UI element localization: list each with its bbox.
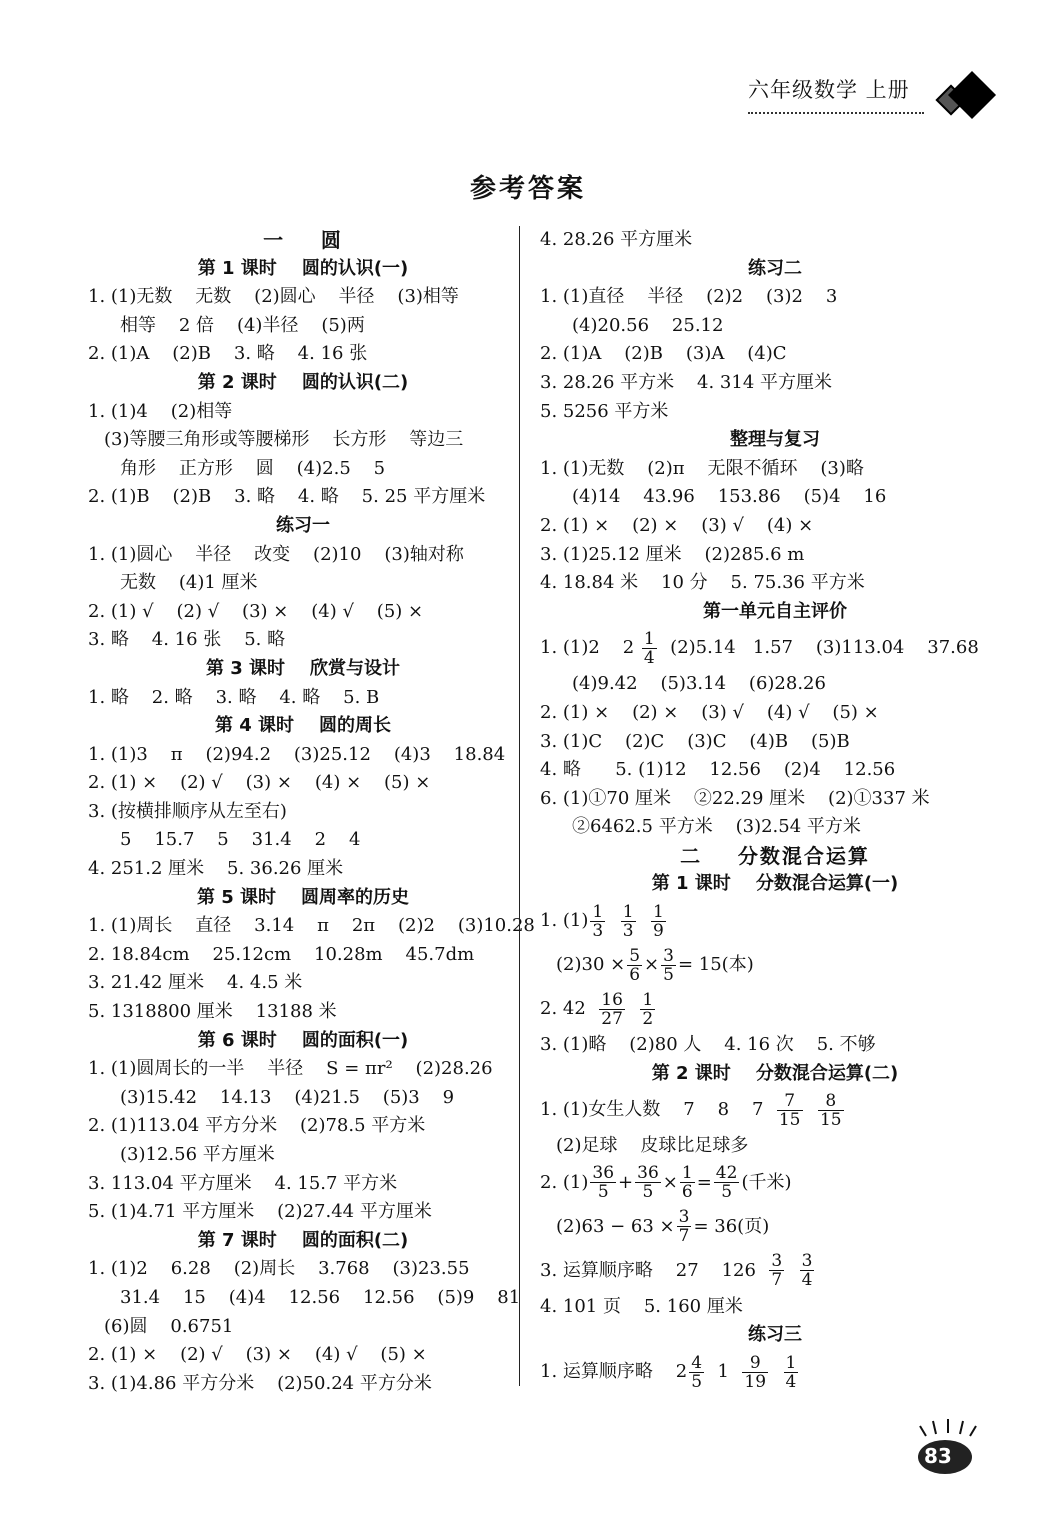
answer-line-with-fraction <box>540 1350 1010 1394</box>
sun-rays-icon <box>918 1418 978 1438</box>
answer-text: (2)63 − 63 × <box>556 1215 675 1237</box>
answer-line: 2. (1) × (2) × (3) √ (4) × <box>540 514 814 536</box>
answer-line: 2. (1)A (2)B (3)A (4)C <box>540 343 787 365</box>
fraction-numerator: 1 <box>592 901 604 922</box>
fraction <box>784 1354 799 1391</box>
answer-text: + <box>618 1171 634 1193</box>
fraction <box>714 1164 740 1201</box>
page-title: 参考答案 <box>469 174 586 204</box>
fraction <box>599 991 625 1028</box>
answer-text: 1 <box>706 1361 741 1383</box>
fraction <box>661 947 676 984</box>
answer-line: 4. 略 5. (1)12 12.56 (2)4 12.56 <box>540 759 896 781</box>
answer-line: 4. 251.2 厘米 5. 36.26 厘米 <box>88 858 344 880</box>
answer-text: (千米) <box>741 1171 792 1193</box>
fraction <box>742 1354 768 1391</box>
running-header <box>748 74 1038 134</box>
answer-text: = 15(本) <box>677 954 754 976</box>
chapter-heading: 二 分数混合运算 <box>680 843 870 868</box>
answer-line-with-fraction <box>540 987 1010 1031</box>
answer-text: = 36(页) <box>693 1215 770 1237</box>
fraction-numerator: 9 <box>742 1354 768 1373</box>
section-heading: 第 3 课时 欣赏与设计 <box>205 657 401 679</box>
fraction-denominator: 4 <box>643 647 655 668</box>
answer-line: 1. 略 2. 略 3. 略 4. 略 5. B <box>88 686 380 708</box>
answer-line: 3. 21.42 厘米 4. 4.5 米 <box>88 972 303 994</box>
answer-line: 5. (1)4.71 平方厘米 (2)27.44 平方厘米 <box>88 1201 432 1223</box>
answer-line-with-fraction <box>540 1161 1010 1205</box>
fraction-denominator: 3 <box>622 920 634 941</box>
answer-line: 1. (1)直径 半径 (2)2 (3)2 3 <box>540 286 838 308</box>
answer-line: 5. 1318800 厘米 13188 米 <box>88 1001 337 1023</box>
header-dotted-rule <box>748 112 924 114</box>
fraction-numerator: 3 <box>678 1207 690 1228</box>
answer-text: 1. (1)女生人数 7 8 7 <box>540 1099 775 1121</box>
answer-line: 3. 113.04 平方厘米 4. 15.7 平方米 <box>88 1172 398 1194</box>
fraction-numerator: 3 <box>771 1251 783 1272</box>
answer-line-with-fraction <box>540 943 1010 987</box>
fraction-denominator: 5 <box>691 1371 703 1392</box>
fraction-numerator: 7 <box>777 1092 803 1111</box>
answer-line: 2. (1)A (2)B 3. 略 4. 16 张 <box>88 343 368 365</box>
answer-line: 6. (1)①70 厘米 ②22.29 厘米 (2)①337 米 <box>540 787 930 809</box>
answer-line: 5 15.7 5 31.4 2 4 <box>120 829 361 851</box>
header-title: 六年级数学 上册 <box>748 78 910 102</box>
section-heading: 第一单元自主评价 <box>703 600 847 622</box>
fraction <box>640 991 655 1028</box>
fraction-denominator: 27 <box>601 1008 623 1029</box>
fraction <box>777 1092 803 1129</box>
fraction-numerator: 16 <box>601 989 623 1010</box>
fraction-numerator: 3 <box>801 1251 813 1272</box>
fraction-numerator: 5 <box>629 945 641 966</box>
answer-line: 1. (1)周长 直径 3.14 π 2π (2)2 (3)10.28 <box>88 915 535 937</box>
section-heading: 第 2 课时 分数混合运算(二) <box>651 1062 899 1084</box>
answer-text: 1. 运算顺序略 2 <box>540 1361 688 1383</box>
fraction <box>677 1208 692 1245</box>
fraction-denominator: 5 <box>642 1182 654 1203</box>
answer-line: 2. (1)113.04 平方分米 (2)78.5 平方米 <box>88 1115 426 1137</box>
answer-line: 2. (1) √ (2) √ (3) × (4) √ (5) × <box>88 600 424 622</box>
answer-line: 1. (1)无数 (2)π 无限不循环 (3)略 <box>540 457 864 479</box>
fraction-denominator: 15 <box>819 1109 842 1130</box>
fraction-denominator: 15 <box>778 1109 801 1130</box>
fraction <box>818 1092 844 1129</box>
fraction-denominator: 3 <box>592 920 604 941</box>
left-column <box>88 226 535 1398</box>
answer-line: 1. (1)4 (2)相等 <box>88 400 233 422</box>
section-heading: 第 7 课时 圆的面积(二) <box>197 1229 409 1251</box>
answer-line: (3)等腰三角形或等腰梯形 长方形 等边三 <box>104 429 464 451</box>
section-heading: 第 5 课时 圆周率的历史 <box>196 886 410 908</box>
fraction <box>621 903 636 940</box>
answer-line: 2. (1) × (2) × (3) √ (4) √ (5) × <box>540 701 879 723</box>
fraction-numerator: 1 <box>622 901 634 922</box>
answer-line: 3. 略 4. 16 张 5. 略 <box>88 629 286 651</box>
answer-text: (2)30 × <box>556 954 626 976</box>
fraction-numerator: 1 <box>652 901 664 922</box>
section-heading: 第 1 课时 圆的认识(一) <box>197 257 409 279</box>
fraction-numerator: 1 <box>681 1163 693 1184</box>
answer-line: 1. (1)圆周长的一半 半径 S = πr² (2)28.26 <box>88 1058 493 1080</box>
answer-line-with-fraction <box>540 1249 1010 1293</box>
answer-text: 1. (1) <box>540 910 589 932</box>
answer-line-with-fraction <box>540 1088 1010 1132</box>
answer-line: (4)20.56 25.12 <box>572 314 724 336</box>
answer-text: (2)5.14 1.57 (3)113.04 37.68 <box>658 637 979 659</box>
column-divider <box>519 226 520 1386</box>
section-heading: 第 6 课时 圆的面积(一) <box>197 1029 409 1051</box>
answer-text: 1. (1)2 2 <box>540 637 640 659</box>
answer-line: 31.4 15 (4)4 12.56 12.56 (5)9 81 <box>120 1286 521 1308</box>
section-heading: 整理与复习 <box>730 429 820 451</box>
fraction-numerator: 42 <box>715 1163 738 1184</box>
right-column <box>540 226 1010 1394</box>
answer-line: 3. (1)25.12 厘米 (2)285.6 m <box>540 543 805 565</box>
answer-line: (6)圆 0.6751 <box>104 1315 234 1337</box>
fraction-denominator: 5 <box>663 964 674 985</box>
fraction-denominator: 19 <box>744 1371 767 1392</box>
answer-line: 3. (1)4.86 平方分米 (2)50.24 平方分米 <box>88 1372 432 1394</box>
answer-line: 3. 28.26 平方米 4. 314 平方厘米 <box>540 371 833 393</box>
section-heading: 练习二 <box>748 257 802 279</box>
fraction <box>635 1164 661 1201</box>
answer-text: 3. 运算顺序略 27 126 <box>540 1259 768 1281</box>
answer-line: (4)14 43.96 153.86 (5)4 16 <box>572 486 887 508</box>
fraction-denominator: 6 <box>681 1182 693 1203</box>
fraction-numerator: 36 <box>637 1163 659 1184</box>
answer-line: 4. 18.84 米 10 分 5. 75.36 平方米 <box>540 572 865 594</box>
fraction-numerator: 1 <box>643 628 655 649</box>
fraction-denominator: 4 <box>801 1270 813 1291</box>
answer-line: 5. 5256 平方米 <box>540 400 669 422</box>
answer-line: (2)足球 皮球比足球多 <box>556 1135 749 1157</box>
fraction <box>769 1252 784 1289</box>
fraction-numerator: 1 <box>785 1352 797 1373</box>
answer-line: (4)9.42 (5)3.14 (6)28.26 <box>572 673 826 695</box>
fraction-numerator: 8 <box>818 1092 844 1111</box>
answer-text: 2. (1) <box>540 1171 589 1193</box>
fraction <box>590 1164 616 1201</box>
fraction-denominator: 4 <box>785 1371 797 1392</box>
fraction-denominator: 7 <box>678 1226 690 1247</box>
answer-line: 1. (1)无数 无数 (2)圆心 半径 (3)相等 <box>88 286 459 308</box>
answer-line: 3. (1)C (2)C (3)C (4)B (5)B <box>540 730 850 752</box>
answer-line: ②6462.5 平方米 (3)2.54 平方米 <box>572 816 861 838</box>
answer-line: 相等 2 倍 (4)半径 (5)两 <box>120 314 365 336</box>
section-heading: 练习一 <box>276 514 330 536</box>
answer-line: 4. 28.26 平方厘米 <box>540 229 693 250</box>
page-number-badge <box>918 1432 978 1476</box>
fraction <box>680 1164 695 1201</box>
answer-line-with-fraction <box>540 899 1010 943</box>
answer-text: 2. 42 <box>540 998 598 1020</box>
answer-line-with-fraction <box>540 626 1010 670</box>
chapter-heading: 一 圆 <box>263 228 343 252</box>
fraction-denominator: 9 <box>652 920 664 941</box>
answer-line: 1. (1)圆心 半径 改变 (2)10 (3)轴对称 <box>88 543 464 565</box>
answer-line: 2. (1) × (2) √ (3) × (4) √ (5) × <box>88 1344 427 1366</box>
answer-line: 2. (1)B (2)B 3. 略 4. 略 5. 25 平方厘米 <box>88 486 486 508</box>
section-heading: 第 4 课时 圆的周长 <box>214 715 392 737</box>
fraction-denominator: 6 <box>629 964 641 985</box>
fraction <box>590 903 605 940</box>
answer-line: 角形 正方形 圆 (4)2.5 5 <box>120 457 386 479</box>
fraction-denominator: 2 <box>642 1008 654 1029</box>
fraction-denominator: 7 <box>771 1270 783 1291</box>
answer-line: (3)12.56 平方厘米 <box>120 1144 275 1165</box>
answer-line: 3. (1)略 (2)80 人 4. 16 次 5. 不够 <box>540 1034 876 1056</box>
answer-line: 3. (按横排顺序从左至右) <box>88 800 287 822</box>
answer-text: × <box>662 1171 678 1193</box>
fraction-denominator: 5 <box>597 1182 609 1203</box>
page-number: 83 <box>924 1444 952 1468</box>
fraction-numerator: 1 <box>642 989 654 1010</box>
answer-line: 无数 (4)1 厘米 <box>120 572 258 594</box>
fraction <box>689 1354 704 1391</box>
fraction <box>642 630 657 667</box>
fraction-numerator: 4 <box>691 1352 703 1373</box>
fraction-numerator: 3 <box>663 945 674 966</box>
answer-line: 2. (1) × (2) √ (3) × (4) × (5) × <box>88 772 431 794</box>
fraction-denominator: 5 <box>721 1182 733 1203</box>
answer-line: 2. 18.84cm 25.12cm 10.28m 45.7dm <box>88 943 475 965</box>
answer-text: = <box>696 1171 712 1193</box>
answer-text: × <box>644 954 660 976</box>
section-heading: 第 2 课时 圆的认识(二) <box>197 371 409 393</box>
section-heading: 练习三 <box>748 1324 802 1346</box>
answer-line: 1. (1)3 π (2)94.2 (3)25.12 (4)3 18.84 <box>88 743 506 765</box>
answer-line: 4. 101 页 5. 160 厘米 <box>540 1295 743 1317</box>
answer-line: (3)15.42 14.13 (4)21.5 (5)3 9 <box>120 1086 455 1108</box>
fraction-numerator: 36 <box>592 1163 615 1184</box>
answer-line: 1. (1)2 6.28 (2)周长 3.768 (3)23.55 <box>88 1258 470 1280</box>
fraction <box>651 903 666 940</box>
fraction <box>627 947 642 984</box>
answer-line-with-fraction <box>540 1205 1010 1249</box>
fraction <box>800 1252 815 1289</box>
section-heading: 第 1 课时 分数混合运算(一) <box>651 873 899 895</box>
